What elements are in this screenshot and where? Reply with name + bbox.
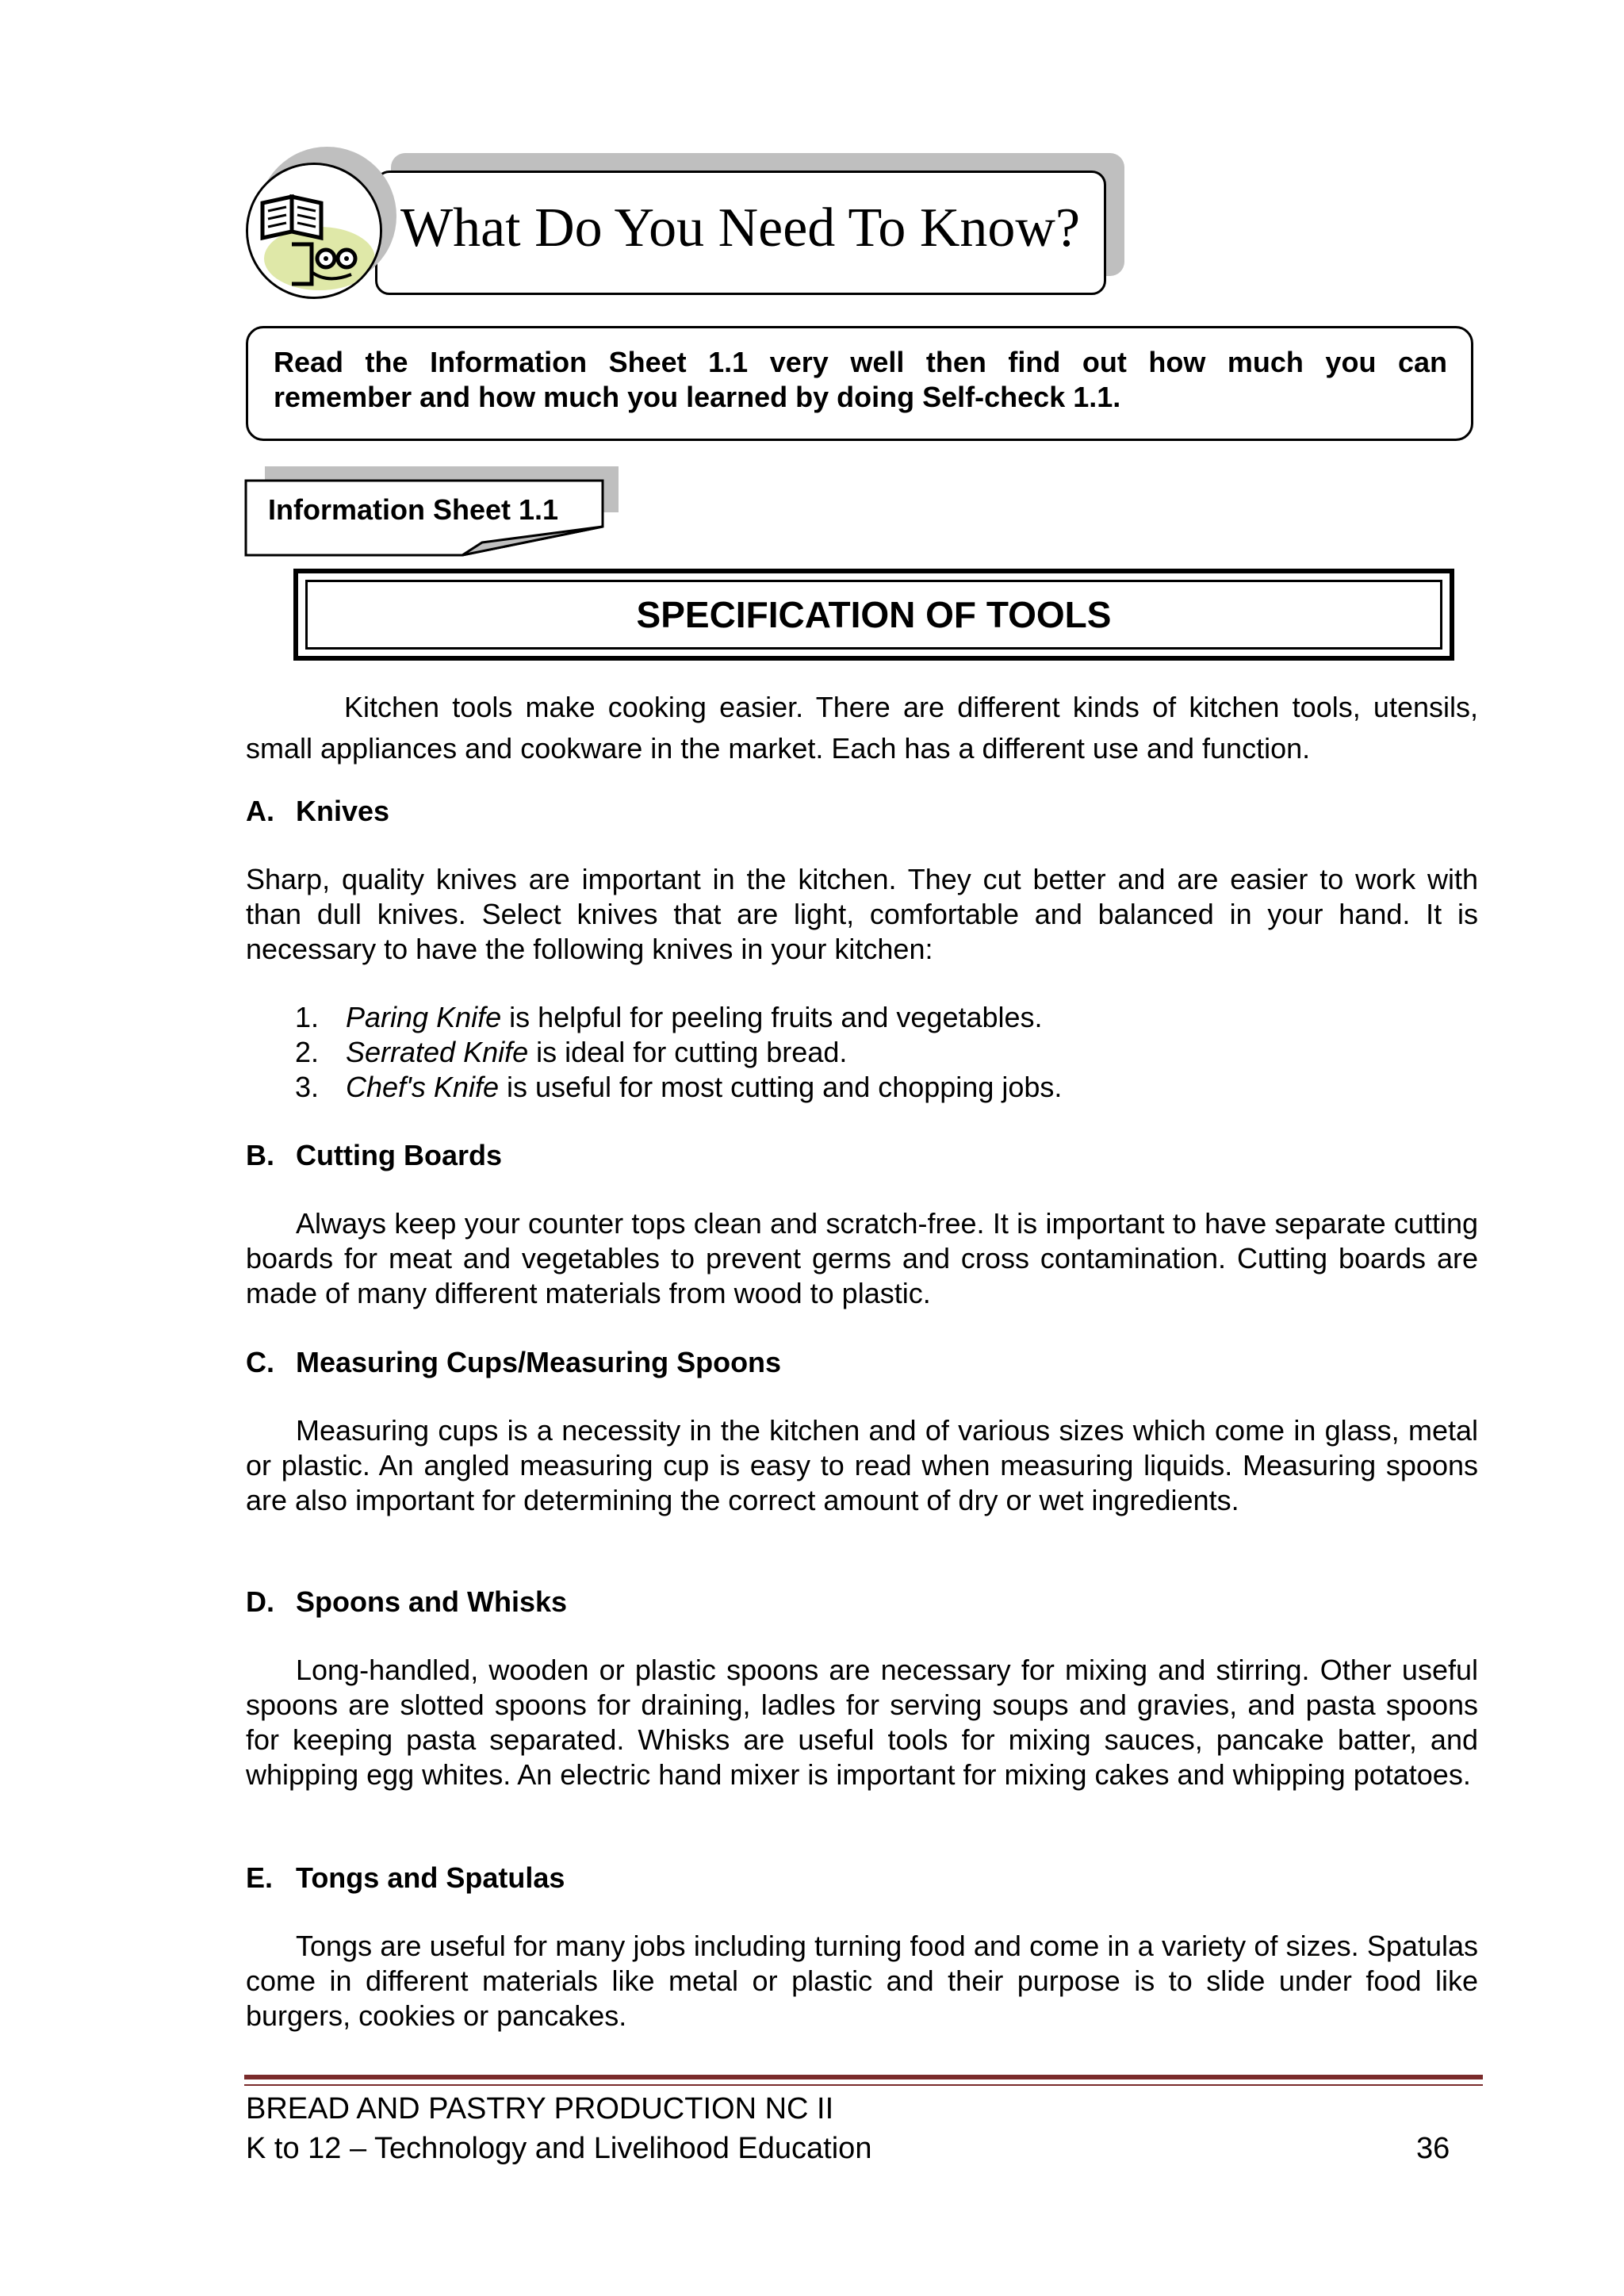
section-title: SPECIFICATION OF TOOLS	[305, 580, 1442, 650]
section-heading-text: Spoons and Whisks	[296, 1585, 568, 1618]
cutting-boards-paragraph: Always keep your counter tops clean and scratch-free. It is important to have separate cutting boards for meat and vegetables to prevent germs and cross contamination. Cutting boards are made of many different materials from wood to plastic.	[246, 1207, 1478, 1309]
footer-rule	[244, 2075, 1483, 2079]
section-heading-spoons-whisks	[246, 1585, 1478, 1619]
list-item	[295, 1000, 1043, 1035]
list-number: 2.	[295, 1036, 320, 1068]
info-sheet-label: Information Sheet 1.1	[268, 493, 559, 526]
section-heading-tongs-spatulas	[246, 1861, 1478, 1895]
list-item	[295, 1035, 847, 1070]
list-text: is ideal for cutting bread.	[528, 1036, 848, 1068]
footer-program: K to 12 – Technology and Livelihood Education	[246, 2132, 872, 2165]
page-number: 36	[1416, 2132, 1450, 2165]
section-heading-knives	[246, 794, 1478, 829]
page-title: What Do You Need To Know?	[400, 197, 1081, 259]
section-letter: A.	[246, 795, 274, 827]
instruction-line-2: remember and how much you learned by doing Self-check 1.1.	[274, 381, 1121, 413]
section-letter: B.	[246, 1139, 274, 1171]
list-text: is helpful for peeling fruits and vegetables.	[501, 1001, 1043, 1033]
footer-rule-thin	[244, 2084, 1483, 2086]
section-heading-cutting-boards	[246, 1138, 1478, 1173]
section-letter: D.	[246, 1585, 274, 1618]
list-term: Serrated Knife	[346, 1036, 529, 1068]
measuring-paragraph: Measuring cups is a necessity in the kitchen and of various sizes which come in glass, metal or plastic. An angled measuring cup is easy to read when measuring liquids. Measuring spoons are also important for determining the correct amount of dry or wet ingredients.	[246, 1414, 1478, 1516]
list-term: Chef's Knife	[346, 1071, 499, 1103]
section-heading-text: Measuring Cups/Measuring Spoons	[296, 1346, 782, 1378]
knives-paragraph: Sharp, quality knives are important in the kitchen. They cut better and are easier to work with than dull knives. Select knives that are light, comfortable and balanced in your hand. It is necessary to have the following knives in your kitchen:	[246, 863, 1478, 965]
footer-course-title: BREAD AND PASTRY PRODUCTION NC II	[246, 2092, 834, 2125]
list-number: 3.	[295, 1071, 320, 1103]
section-letter: E.	[246, 1861, 274, 1894]
list-item	[295, 1070, 1062, 1105]
list-term: Paring Knife	[346, 1001, 502, 1033]
section-heading-text: Tongs and Spatulas	[296, 1861, 565, 1894]
section-heading-measuring	[246, 1345, 1478, 1380]
list-number: 1.	[295, 1001, 320, 1033]
intro-paragraph: Kitchen tools make cooking easier. There are different kinds of kitchen tools, utensils, small appliances and cookware in the market. Each has a different use and function.	[246, 691, 1478, 765]
section-heading-text: Cutting Boards	[296, 1139, 502, 1171]
tongs-spatulas-paragraph: Tongs are useful for many jobs including turning food and come in a variety of sizes. Spatulas come in different materials like metal or plastic and their purpose is to slide under food like burgers, cookies or pancakes.	[246, 1930, 1478, 2032]
instruction-box	[246, 326, 1473, 441]
spoons-whisks-paragraph: Long-handled, wooden or plastic spoons are necessary for mixing and stirring. Other useful spoons are slotted spoons for draining, ladles for serving soups and gravies, and pasta spoons for keeping pasta separated. Whisks are useful tools for mixing sauces, pancake batter, and whipping egg whites. An electric hand mixer is important for mixing cakes and whipping potatoes.	[246, 1654, 1478, 1791]
reader-book-icon	[246, 163, 382, 299]
list-text: is useful for most cutting and chopping jobs.	[498, 1071, 1063, 1103]
section-letter: C.	[246, 1346, 274, 1378]
instruction-line-1: Read the Information Sheet 1.1 very well then find out how much you can	[274, 346, 1447, 378]
section-heading-text: Knives	[296, 795, 390, 827]
